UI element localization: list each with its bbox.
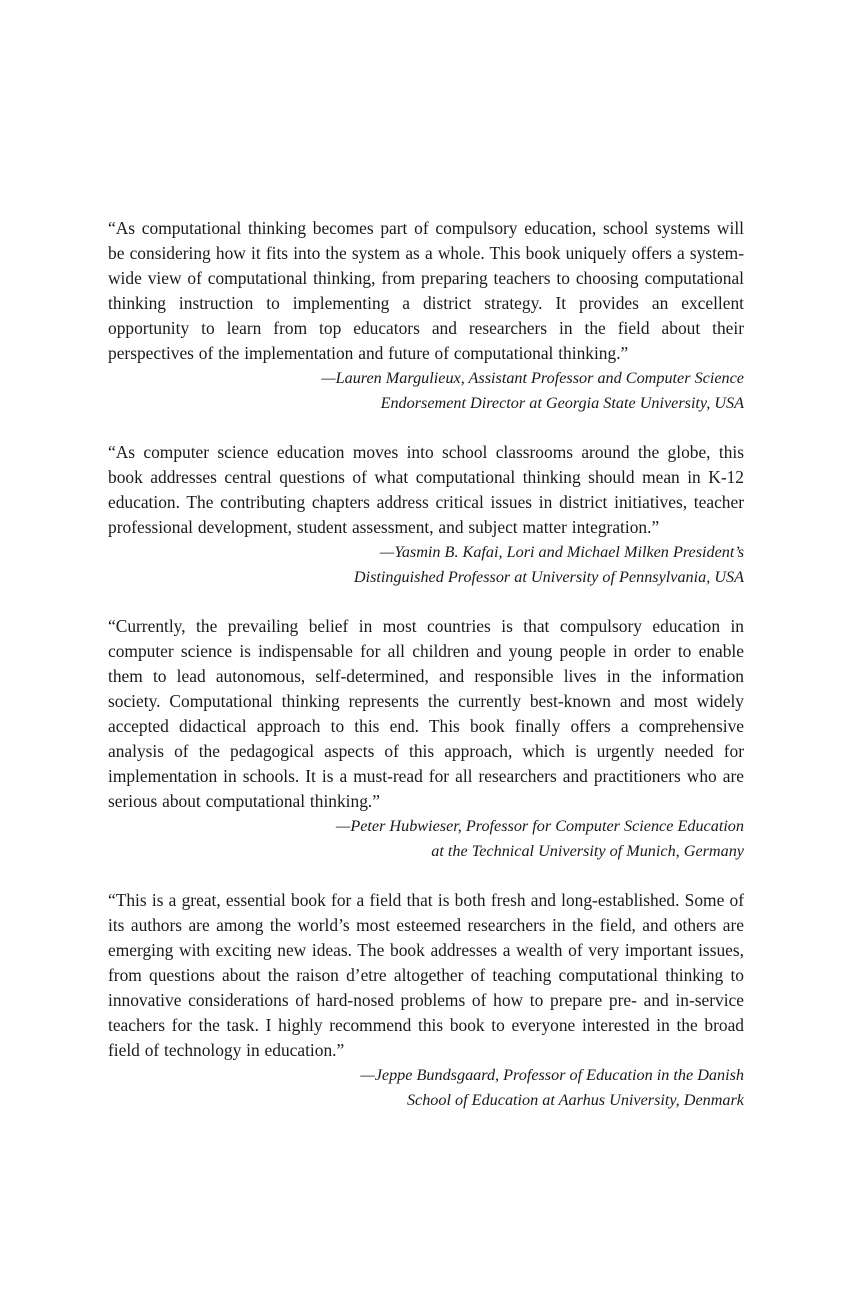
attribution-affiliation-line: Distinguished Professor at University of Pennsylvania, USA: [353, 568, 744, 586]
endorsement-quote: “This is a great, essential book for a field that is both fresh and long-established. Some of its authors are among the world’s most esteemed researchers in the field, and others are emerging with exciting new ideas. The book addresses a wealth of very important issues, from questions about the raison d’etre altogether of teaching computational thinking to innovative considerations of hard-nosed problems of how to prepare pre- and in-service teachers for the task. I highly recommend this book to everyone interested in the broad field of technology in education.”: [108, 890, 744, 1060]
attribution-name-line: —Yasmin B. Kafai, Lori and Michael Milken President’s: [379, 543, 744, 561]
endorsement-blurb: [108, 440, 744, 590]
endorsement-blurb: [108, 888, 744, 1113]
attribution-affiliation-line: Endorsement Director at Georgia State University, USA: [380, 394, 744, 412]
endorsement-blurb: [108, 614, 744, 864]
attribution-name-line: —Lauren Margulieux, Assistant Professor and Computer Science: [321, 369, 744, 387]
endorsement-attribution: [108, 1063, 744, 1113]
endorsement-quote: “As computer science education moves into school classrooms around the globe, this book addresses central questions of what computational thinking should mean in K-12 education. The contributing chapters address critical issues in district initiatives, teacher professional development, student assessment, and subject matter integration.”: [108, 442, 744, 537]
attribution-affiliation-line: School of Education at Aarhus University, Denmark: [406, 1091, 744, 1109]
endorsement-attribution: [108, 540, 744, 590]
endorsement-quote: “Currently, the prevailing belief in most countries is that compulsory education in computer science is indispensable for all children and young people in order to enable them to lead autonomous, self-determined, and responsible lives in the information society. Computational thinking represents the currently best-known and most widely accepted didactical approach to this end. This book finally offers a comprehensive analysis of the pedagogical aspects of this approach, which is urgently needed for implementation in schools. It is a must-read for all researchers and practitioners who are serious about computational thinking.”: [108, 616, 744, 811]
endorsement-attribution: [108, 366, 744, 416]
endorsement-quote: “As computational thinking becomes part of compulsory education, school systems will be considering how it fits into the system as a whole. This book uniquely offers a system-wide view of computational thinking, from preparing teachers to choosing computational thinking instruction to implementing a district strategy. It provides an excellent opportunity to learn from top educators and researchers in the field about their perspectives of the implementation and future of computational thinking.”: [108, 218, 744, 363]
attribution-affiliation-line: at the Technical University of Munich, Germany: [431, 842, 744, 860]
praise-page: [108, 216, 744, 1137]
attribution-name-line: —Peter Hubwieser, Professor for Computer Science Education: [335, 817, 744, 835]
attribution-name-line: —Jeppe Bundsgaard, Professor of Education in the Danish: [360, 1066, 744, 1084]
endorsement-attribution: [108, 814, 744, 864]
endorsement-blurb: [108, 216, 744, 416]
